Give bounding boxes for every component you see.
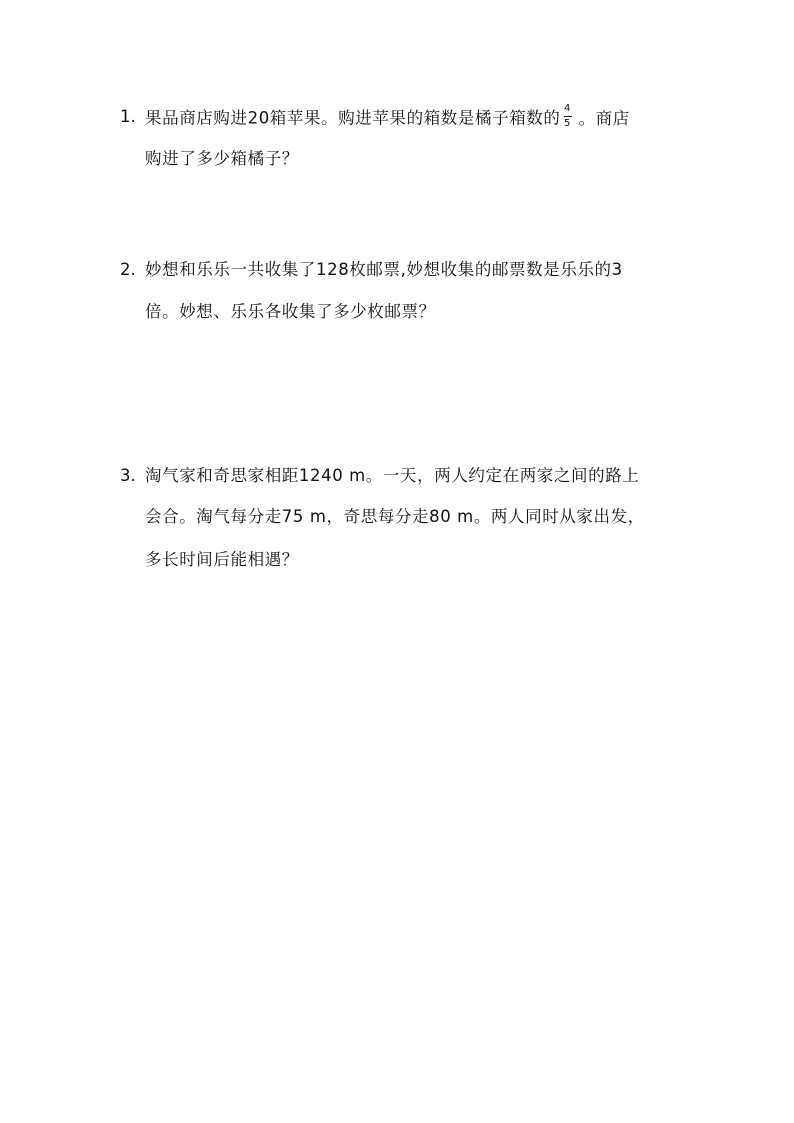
problem-line: [145, 103, 630, 132]
fraction-denominator: 5: [564, 118, 571, 129]
problem-line: 购进了多少箱橘子？: [145, 149, 299, 168]
problem-number: 2.: [120, 260, 136, 279]
problem-number: 1.: [120, 107, 136, 126]
fraction-bar: [564, 116, 572, 117]
problem-number: 3.: [120, 466, 136, 485]
problem-line: 妙想和乐乐一共收集了128枚邮票,妙想收集的邮票数是乐乐的3: [145, 260, 623, 279]
problem-line: 倍。妙想、乐乐各收集了多少枚邮票？: [145, 302, 436, 321]
fraction-numerator: 4: [564, 103, 571, 114]
problem-text: 。商店: [578, 108, 630, 128]
problem-line: 会合。淘气每分走75 m，奇思每分走80 m。两人同时从家出发，: [145, 507, 645, 526]
problem-line: 淘气家和奇思家相距1240 m。一天，两人约定在两家之间的路上: [145, 466, 640, 485]
problem-text: 果品商店购进20箱苹果。购进苹果的箱数是橘子箱数的: [145, 108, 561, 128]
problem-line: 多长时间后能相遇？: [145, 550, 299, 569]
fraction: [563, 104, 573, 130]
